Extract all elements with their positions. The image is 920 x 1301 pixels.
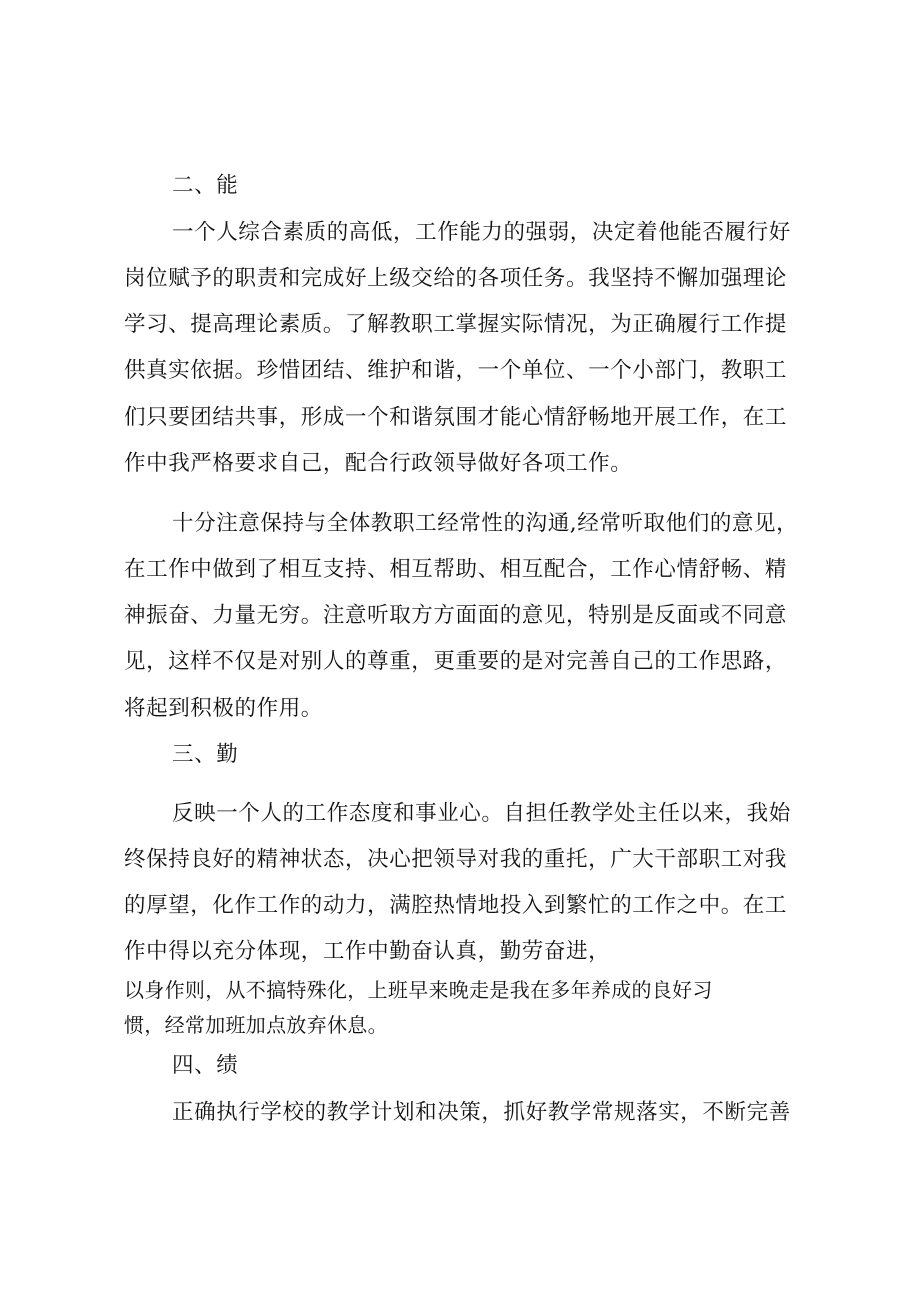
paragraph-line: 供真实依据。珍惜团结、维护和谐，一个单位、一个小部门，教职工 xyxy=(124,358,788,383)
paragraph-line: 一个人综合素质的高低，工作能力的强弱，决定着他能否履行好 xyxy=(172,220,791,245)
paragraph-line: 在工作中做到了相互支持、相互帮助、相互配合，工作心情舒畅、精 xyxy=(124,557,788,582)
paragraph-line: 作中得以充分体现，工作中勤奋认真，勤劳奋进， xyxy=(124,939,611,964)
paragraph-line: 学习、提高理论素质。了解教职工掌握实际情况，为正确履行工作提 xyxy=(124,312,788,337)
paragraph-line: 神振奋、力量无穷。注意听取方方面面的意见，特别是反面或不同意 xyxy=(124,603,788,628)
paragraph-line: 以身作则，从不搞特殊化，上班早来晚走是我在多年养成的良好习 xyxy=(124,978,713,1002)
paragraph-line: 终保持良好的精神状态，决心把领导对我的重托，广大干部职工对我 xyxy=(124,847,788,872)
paragraph-line: 十分注意保持与全体教职工经常性的沟通,经常听取他们的意见， xyxy=(172,511,799,536)
paragraph-line: 反映一个人的工作态度和事业心。自担任教学处主任以来，我始 xyxy=(172,801,791,826)
section-heading-qin: 三、勤 xyxy=(172,742,239,767)
paragraph-line: 惯，经常加班加点放弃休息。 xyxy=(124,1013,388,1037)
section-heading-neng: 二、能 xyxy=(172,173,239,198)
section-heading-ji: 四、绩 xyxy=(172,1053,239,1078)
paragraph-line: 正确执行学校的教学计划和决策，抓好教学常规落实，不断完善 xyxy=(172,1100,791,1125)
paragraph-line: 的厚望，化作工作的动力，满腔热情地投入到繁忙的工作之中。在工 xyxy=(124,893,788,918)
paragraph-line: 作中我严格要求自己，配合行政领导做好各项工作。 xyxy=(124,451,633,476)
paragraph-line: 将起到积极的作用。 xyxy=(124,696,323,721)
paragraph-line: 岗位赋予的职责和完成好上级交给的各项任务。我坚持不懈加强理论 xyxy=(124,266,788,291)
paragraph-line: 见，这样不仅是对别人的尊重，更重要的是对完善自己的工作思路， xyxy=(124,649,788,674)
paragraph-line: 们只要团结共事，形成一个和谐氛围才能心情舒畅地开展工作，在工 xyxy=(124,405,788,430)
